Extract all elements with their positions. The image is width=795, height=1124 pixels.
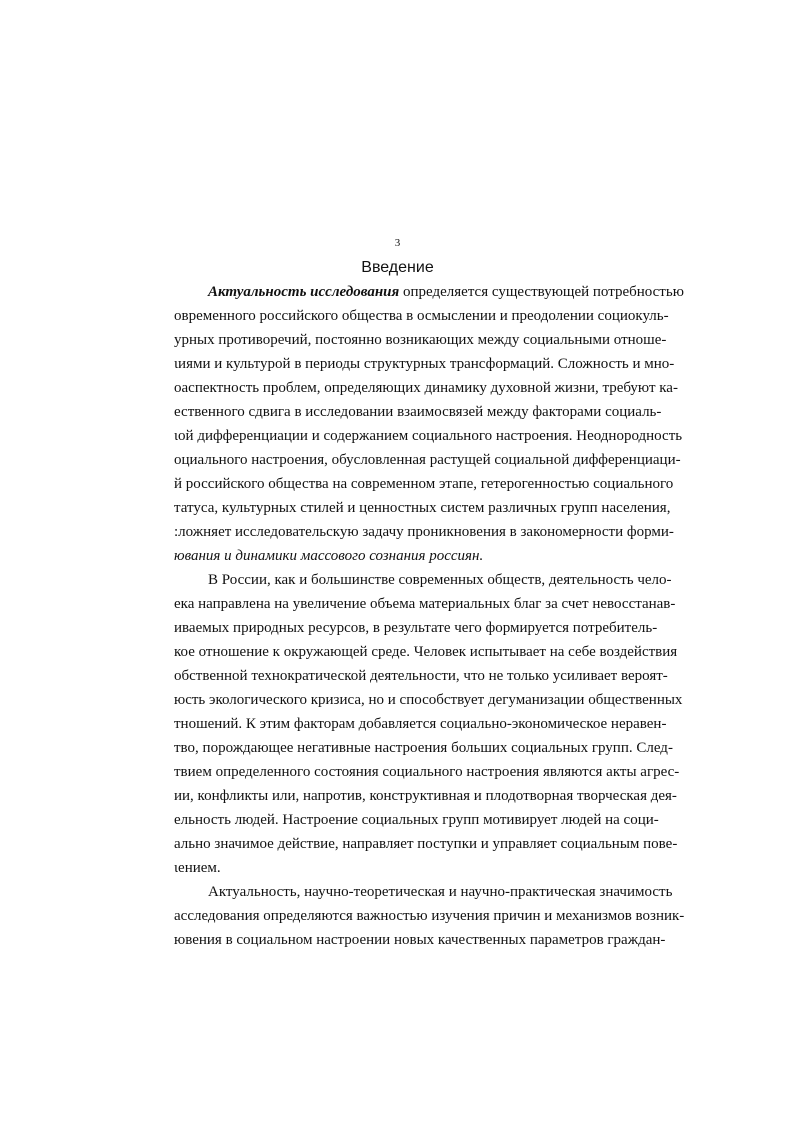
paragraph-line: Актуальность, научно-теоретическая и научно-практическая значимость (208, 884, 673, 900)
paragraph-line: В России, как и большинстве современных обществ, деятельность чело- (208, 572, 672, 588)
lead-emphasis: Актуальность исследования (208, 284, 400, 300)
paragraph-line: :ложняет исследовательскую задачу проникновения в закономерности форми- (174, 524, 674, 540)
paragraph-line: ека направлена на увеличение объема материальных благ за счет невосстанав- (174, 596, 676, 612)
paragraph-line (208, 282, 684, 302)
paragraph-line: обственной технократической деятельности, что не только усиливает вероят- (174, 668, 668, 684)
paragraph-line: ии, конфликты или, напротив, конструктивная и плодотворная творческая дея- (174, 788, 677, 804)
paragraph-line: ιением. (174, 860, 221, 876)
paragraph-line: ально значимое действие, направляет поступки и управляет социальным пове- (174, 836, 678, 852)
paragraph-line: ιой дифференциации и содержанием социального настроения. Неоднородность (174, 428, 683, 444)
paragraph-line: тво, порождающее негативные настроения больших социальных групп. След- (174, 740, 673, 756)
paragraph-line: овременного российского общества в осмыслении и преодолении социокуль- (174, 308, 669, 324)
paragraph-line: оаспектность проблем, определяющих динамику духовной жизни, требуют ка- (174, 380, 678, 396)
paragraph-line: тношений. К этим факторам добавляется социально-экономическое неравен- (174, 716, 667, 732)
paragraph-line: й российского общества на современном этапе, гетерогенностью социального (174, 476, 674, 492)
paragraph-line: ювения в социальном настроении новых качественных параметров граждан- (174, 932, 666, 948)
line-text: определяется существующей потребностью (399, 284, 684, 300)
paragraph-line: оциального настроения, обусловленная растущей социальной дифференциаци- (174, 452, 681, 468)
paragraph-line: ιиями и культурой в периоды структурных трансформаций. Сложность и мно- (174, 356, 675, 372)
paragraph-line: ельность людей. Настроение социальных групп мотивирует людей на соци- (174, 812, 659, 828)
paragraph-line: ювания и динамики массового сознания россиян. (174, 548, 484, 564)
paragraph-line: юсть экологического кризиса, но и способствует дегуманизации общественных (174, 692, 683, 708)
page-number: 3 (394, 237, 401, 249)
paragraph-line: татуса, культурных стилей и ценностных систем различных групп населения, (174, 500, 671, 516)
paragraph-line: твием определенного состояния социального настроения являются акты агрес- (174, 764, 680, 780)
paragraph-line: урных противоречий, постоянно возникающих между социальными отноше- (174, 332, 667, 348)
paragraph-line: иваемых природных ресурсов, в результате чего формируется потребитель- (174, 620, 658, 636)
paragraph-line: ественного сдвига в исследовании взаимосвязей между факторами социаль- (174, 404, 662, 420)
section-heading: Введение (361, 259, 434, 276)
paragraph-line: кое отношение к окружающей среде. Человек испытывает на себе воздействия (174, 644, 678, 660)
paragraph-line: асследования определяются важностью изучения причин и механизмов возник- (174, 908, 685, 924)
